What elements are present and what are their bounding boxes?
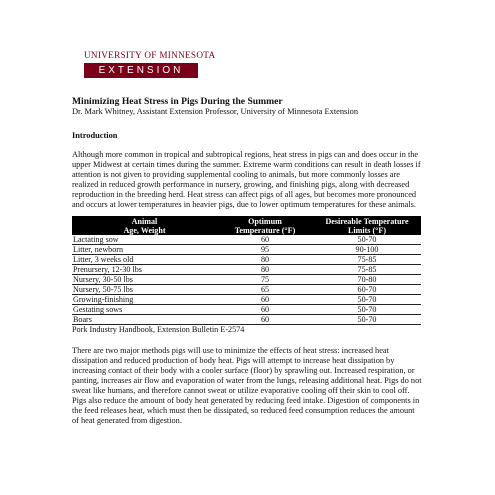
document-page	[72, 50, 422, 426]
table-row	[72, 315, 421, 325]
header-limits-line1: Desireable Temperature	[325, 217, 409, 227]
cell-animal: Nursery, 50-75 lbs	[72, 285, 217, 295]
table-row	[72, 265, 421, 275]
cell-limits: 75-85	[313, 255, 421, 265]
cell-optimum: 80	[217, 265, 313, 275]
cell-animal: Litter, newborn	[72, 245, 217, 255]
body-paragraph: There are two major methods pigs will use to minimize the effects of heat stress: increased heat dissipation and reduced production of body heat. Pigs will attempt to increase heat dissipation by increasing contact of their body with a cooler surface (floor) by sprawling out. Increased respiration, or panting, increases air flow and evaporation of water from the lungs, releasing additional heat. Pigs do not sweat like humans, and therefore cannot sweat or utilize evaporative cooling off their skin to cool off. Pigs also reduce the amount of body heat generated by reducing feed intake. Digestion of components in the feed releases heat, which must then be dissipated, so reduced feed consumption reduces the amount of heat generated from digestion.	[72, 346, 422, 425]
header-animal	[72, 216, 217, 235]
table-row	[72, 245, 421, 255]
table-header-row	[72, 216, 421, 235]
cell-animal: Litter, 3 weeks old	[72, 255, 217, 265]
cell-optimum: 65	[217, 285, 313, 295]
header-optimum-line2: Temperature (°F)	[234, 226, 296, 236]
introduction-paragraph: Although more common in tropical and subtropical regions, heat stress in pigs can and does occur in the upper Midwest at certain times during the summer. Extreme warm conditions can result in death losses if attention is not given to providing supplemental cooling to animals, but more commonly losses are realized in reduced growth performance in nursery, growing, and finishing pigs, along with decreased reproduction in the breeding herd. Heat stress can affect pigs of all ages, but becomes more pronounced and occurs at lower temperatures in heavier pigs, due to lower optimum temperatures for these animals.	[72, 150, 421, 209]
cell-optimum: 60	[217, 315, 313, 325]
document-author: Dr. Mark Whitney, Assistant Extension Professor, University of Minnesota Extension	[72, 107, 359, 116]
cell-animal: Prenursery, 12-30 lbs	[72, 265, 217, 275]
header-optimum	[217, 216, 313, 235]
cell-limits: 60-70	[313, 285, 421, 295]
cell-optimum: 60	[217, 305, 313, 315]
cell-optimum: 95	[217, 245, 313, 255]
header-animal-line2: Age, Weight	[123, 226, 166, 236]
cell-optimum: 60	[217, 235, 313, 245]
cell-limits: 50-70	[313, 235, 421, 245]
university-logo	[72, 50, 422, 82]
table-row	[72, 285, 421, 295]
cell-animal: Lactating sow	[72, 235, 217, 245]
cell-limits: 50-70	[313, 295, 421, 305]
introduction-heading: Introduction	[72, 131, 118, 140]
table-row	[72, 235, 421, 245]
cell-animal: Gestating sows	[72, 305, 217, 315]
cell-optimum: 60	[217, 295, 313, 305]
table-row	[72, 305, 421, 315]
cell-limits: 90-100	[313, 245, 421, 255]
table-row	[72, 255, 421, 265]
cell-optimum: 80	[217, 255, 313, 265]
cell-limits: 75-85	[313, 265, 421, 275]
header-animal-line1: Animal	[131, 217, 158, 227]
logo-university-name: UNIVERSITY OF MINNESOTA	[84, 50, 216, 60]
cell-limits: 50-70	[313, 305, 421, 315]
cell-optimum: 75	[217, 275, 313, 285]
cell-limits: 50-70	[313, 315, 421, 325]
table-row	[72, 275, 421, 285]
temperature-table	[72, 216, 421, 325]
cell-animal: Boars	[72, 315, 217, 325]
header-limits-line2: Limits (°F)	[347, 226, 387, 236]
table-row	[72, 295, 421, 305]
logo-extension-bar: EXTENSION	[84, 63, 198, 78]
header-limits	[313, 216, 421, 235]
cell-animal: Nursery, 30-50 lbs	[72, 275, 217, 285]
table-source-note: Pork Industry Handbook, Extension Bulletin E-2574	[72, 325, 245, 335]
header-optimum-line1: Optimum	[248, 217, 282, 227]
cell-animal: Growing-finishing	[72, 295, 217, 305]
document-title: Minimizing Heat Stress in Pigs During the Summer	[72, 96, 283, 107]
cell-limits: 70-80	[313, 275, 421, 285]
